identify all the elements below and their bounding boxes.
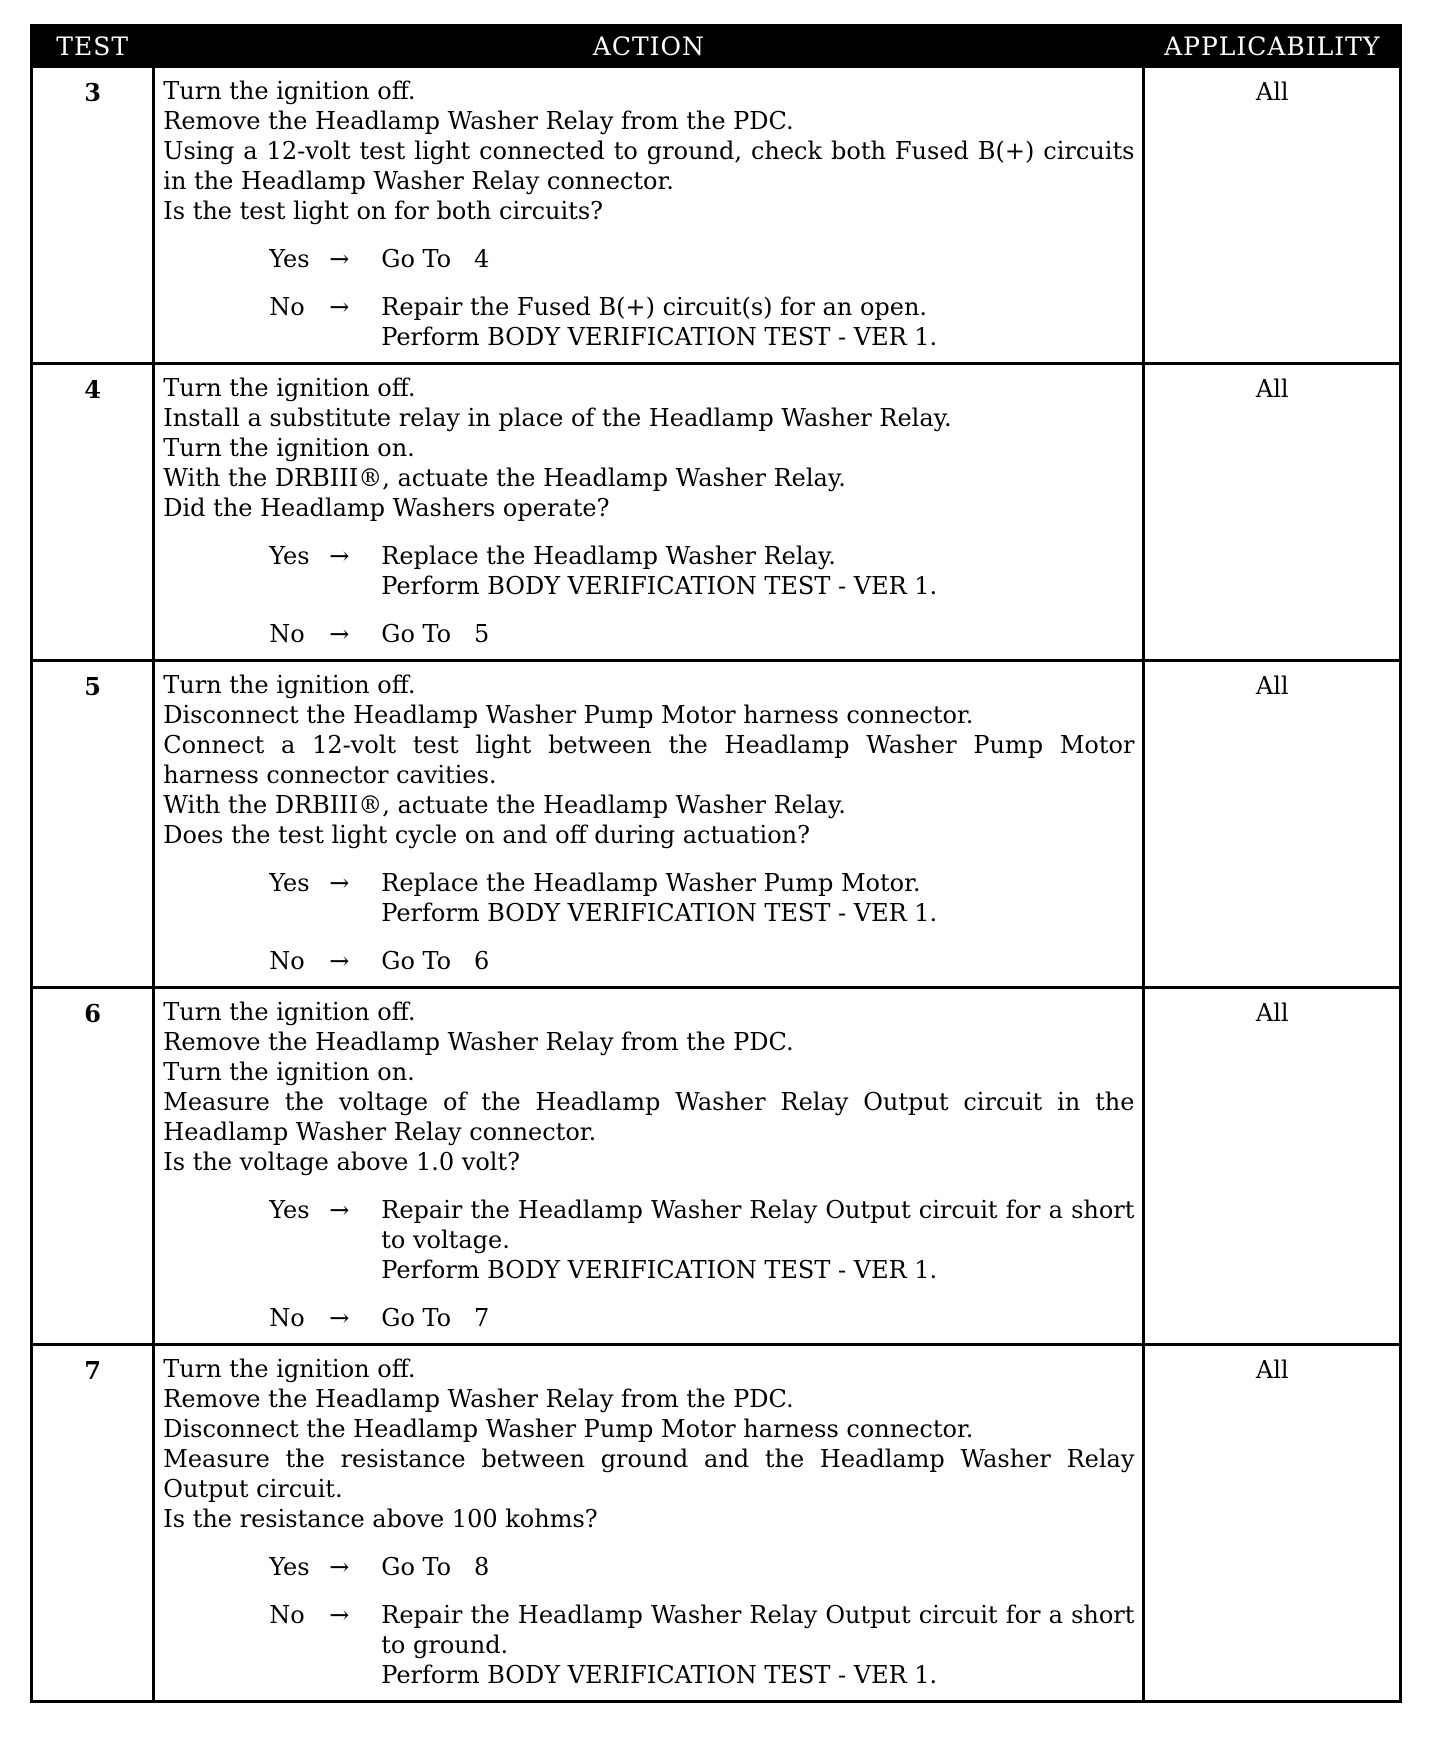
arrow-right-icon: →: [329, 293, 350, 321]
action-cell: [154, 1345, 1144, 1702]
action-step: Does the test light cycle on and off during actuation?: [163, 821, 810, 849]
table-header-row: [32, 26, 1401, 67]
outcome-line: Replace the Headlamp Washer Relay.: [381, 542, 836, 570]
outcome-label: Yes: [269, 869, 310, 897]
outcome-label: Yes: [269, 245, 310, 273]
outcome-line: Perform BODY VERIFICATION TEST - VER 1.: [381, 1661, 938, 1689]
applicability: All: [1144, 364, 1401, 661]
header-action: ACTION: [154, 26, 1144, 67]
diagnostic-test-table: [30, 24, 1402, 1703]
outcome-text: [381, 868, 1134, 928]
action-cell: [154, 364, 1144, 661]
outcome-line: Go To 8: [381, 1553, 490, 1581]
test-number: 5: [32, 661, 154, 988]
outcome-no: [269, 292, 1134, 352]
outcomes: [163, 541, 1134, 649]
action-step: Remove the Headlamp Washer Relay from the PDC.: [163, 1385, 794, 1413]
header-applicability: APPLICABILITY: [1144, 26, 1401, 67]
outcome-label: Yes: [269, 542, 310, 570]
applicability: All: [1144, 67, 1401, 364]
outcome-yes: [269, 1552, 1134, 1582]
table-row: [32, 661, 1401, 988]
outcome-yes: [269, 244, 1134, 274]
outcome-line: Perform BODY VERIFICATION TEST - VER 1.: [381, 1256, 938, 1284]
outcome-line: Go To 5: [381, 620, 490, 648]
outcome-line: Go To 7: [381, 1304, 490, 1332]
action-step: Turn the ignition off.: [163, 671, 416, 699]
arrow-right-icon: →: [329, 1304, 350, 1332]
action-step: Turn the ignition off.: [163, 1355, 416, 1383]
test-number: 6: [32, 988, 154, 1345]
outcome-line: Perform BODY VERIFICATION TEST - VER 1.: [381, 899, 938, 927]
applicability: All: [1144, 661, 1401, 988]
action-step: Measure the voltage of the Headlamp Washer Relay Output circuit in the Headlamp Washer Relay connector.: [163, 1088, 1135, 1146]
outcome-label: Yes: [269, 1196, 310, 1224]
arrow-right-icon: →: [329, 869, 350, 897]
arrow-right-icon: →: [329, 1553, 350, 1581]
outcome-line: Replace the Headlamp Washer Pump Motor.: [381, 869, 921, 897]
outcome-yes: [269, 1195, 1143, 1285]
outcome-label: No: [269, 1601, 305, 1629]
arrow-right-icon: →: [329, 245, 350, 273]
applicability: All: [1144, 988, 1401, 1345]
outcome-line: Go To 4: [381, 245, 490, 273]
outcome-line: Repair the Headlamp Washer Relay Output circuit for a short to ground.: [381, 1601, 1143, 1659]
action-step: Disconnect the Headlamp Washer Pump Motor harness connector.: [163, 1415, 974, 1443]
test-number: 7: [32, 1345, 154, 1702]
action-cell: [154, 988, 1144, 1345]
table-row: [32, 1345, 1401, 1702]
outcome-label: Yes: [269, 1553, 310, 1581]
action-cell: [154, 67, 1144, 364]
action-step: Remove the Headlamp Washer Relay from the PDC.: [163, 107, 794, 135]
action-step: Turn the ignition on.: [163, 434, 415, 462]
arrow-right-icon: →: [329, 1601, 350, 1629]
outcome-no: [269, 1303, 1134, 1333]
header-test: TEST: [32, 26, 154, 67]
table-row: [32, 364, 1401, 661]
outcomes: [163, 1552, 1143, 1690]
outcome-line: Go To 6: [381, 947, 490, 975]
outcome-text: [381, 1195, 1143, 1285]
action-step: With the DRBIII®, actuate the Headlamp Washer Relay.: [163, 791, 846, 819]
test-number: 3: [32, 67, 154, 364]
outcome-text: [381, 619, 1134, 649]
action-step: With the DRBIII®, actuate the Headlamp Washer Relay.: [163, 464, 846, 492]
applicability: All: [1144, 1345, 1401, 1702]
action-step: Install a substitute relay in place of the Headlamp Washer Relay.: [163, 404, 952, 432]
action-step: Is the resistance above 100 kohms?: [163, 1505, 598, 1533]
outcome-text: [381, 1303, 1134, 1333]
outcome-line: Perform BODY VERIFICATION TEST - VER 1.: [381, 572, 938, 600]
outcomes: [163, 868, 1134, 976]
outcome-text: [381, 292, 1134, 352]
outcome-text: [381, 541, 1134, 601]
action-step: Measure the resistance between ground and the Headlamp Washer Relay Output circuit.: [163, 1445, 1135, 1503]
action-step: Did the Headlamp Washers operate?: [163, 494, 610, 522]
outcome-text: [381, 244, 1134, 274]
outcome-no: [269, 1600, 1143, 1690]
outcome-no: [269, 946, 1134, 976]
outcome-line: Repair the Headlamp Washer Relay Output circuit for a short to voltage.: [381, 1196, 1143, 1254]
action-step: Connect a 12-volt test light between the Headlamp Washer Pump Motor harness connector cavities.: [163, 731, 1135, 789]
table-row: [32, 988, 1401, 1345]
action-step: Is the voltage above 1.0 volt?: [163, 1148, 520, 1176]
outcome-no: [269, 619, 1134, 649]
outcome-label: No: [269, 1304, 305, 1332]
outcome-yes: [269, 868, 1134, 928]
outcomes: [163, 1195, 1143, 1333]
arrow-right-icon: →: [329, 542, 350, 570]
arrow-right-icon: →: [329, 1196, 350, 1224]
outcome-yes: [269, 541, 1134, 601]
action-step: Turn the ignition off.: [163, 998, 416, 1026]
outcome-text: [381, 1600, 1143, 1690]
action-step: Turn the ignition off.: [163, 374, 416, 402]
arrow-right-icon: →: [329, 620, 350, 648]
action-step: Turn the ignition on.: [163, 1058, 415, 1086]
action-step: Turn the ignition off.: [163, 77, 416, 105]
outcome-line: Perform BODY VERIFICATION TEST - VER 1.: [381, 323, 938, 351]
table-row: [32, 67, 1401, 364]
action-step: Is the test light on for both circuits?: [163, 197, 604, 225]
outcome-text: [381, 946, 1134, 976]
outcome-label: No: [269, 293, 305, 321]
action-step: Using a 12-volt test light connected to ground, check both Fused B(+) circuits in the Headlamp Washer Relay connector.: [163, 137, 1135, 195]
outcome-text: [381, 1552, 1134, 1582]
arrow-right-icon: →: [329, 947, 350, 975]
table-body: [32, 67, 1401, 1702]
action-step: Disconnect the Headlamp Washer Pump Motor harness connector.: [163, 701, 974, 729]
test-number: 4: [32, 364, 154, 661]
outcome-label: No: [269, 947, 305, 975]
outcomes: [163, 244, 1134, 352]
outcome-line: Repair the Fused B(+) circuit(s) for an open.: [381, 293, 928, 321]
action-cell: [154, 661, 1144, 988]
action-step: Remove the Headlamp Washer Relay from the PDC.: [163, 1028, 794, 1056]
outcome-label: No: [269, 620, 305, 648]
